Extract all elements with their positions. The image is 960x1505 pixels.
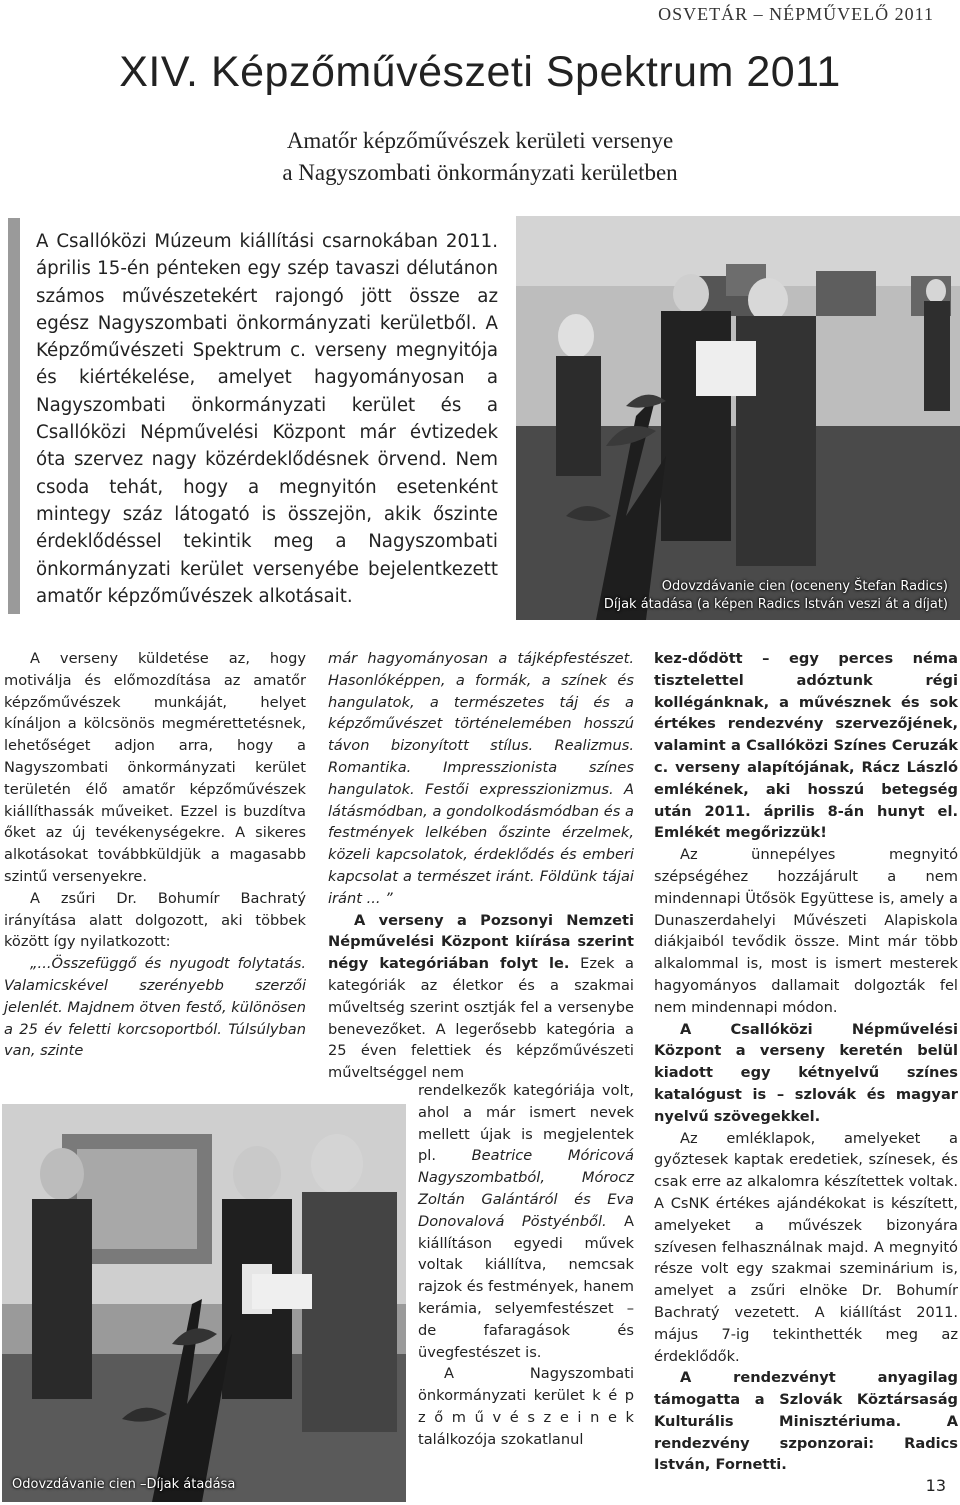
col2-cont-text: rendelkezők kategóriája volt, ahol a már ismert nevek mellett újak is megjelentek pl.: [418, 1082, 634, 1165]
photo1-caption-slovak: Odovzdávanie cien (oceneny Štefan Radics): [661, 579, 948, 594]
photo1-caption-hungarian: Díjak átadása (a képen Radics István veszi át a díjat): [603, 597, 948, 612]
photo-diploma-handover: [2, 1104, 406, 1502]
column-2: [328, 648, 634, 1084]
col3-paragraph-1: kez-dődött – egy perces néma tisztelettel adóztunk régi kollégánknak, a művésznek és sok értékes rendezvény szervezőjének, valamint a Csallóközi Színes Ceruzák c. verseny alapítójának, Rácz László emlékének, aki hosszú betegség után 2011. április 8-án hunyt el. Emlékét megőrizzük!: [654, 650, 958, 842]
col2-paragraph-3: [418, 1363, 634, 1450]
page-number: 13: [925, 1476, 946, 1495]
col3-paragraph-4: Az emléklapok, amelyeket a győztesek kaptak eredetiek, színesek, és csak erre az alkalomra készítettek voltak. A CsNK értékes ajándékokat is készített, amelyeket a művészek bizonyára szívesen felhasználnak majd. A megnyitó része volt egy szakmai szeminárium is, amelyet a zsűri elnöke Dr. Bohumír Bachratý vezetett. A kiállítást 2011. május 7-ig tekinthették meg az érdeklődők.: [654, 1129, 958, 1365]
col3-paragraph-5: A rendezvényt anyagilag támogatta a Szlovák Köztársaság Kulturális Minisztériuma. A rendezvény szponzorai: Radics István, Fornetti.: [654, 1369, 958, 1474]
col2-paragraph-2: [328, 910, 634, 1084]
photo-award-ceremony-image: [516, 216, 960, 620]
col2-quote-continued: már hagyományosan a tájképfestészet. Hasonlóképpen, a formák, a színek és hangulatok, a természetes táj és a képzőművészet történelemében hosszú távon bizonyított stílus. Realizmus. Romantika. Impresszionista színes hangulatok. Festői expresszionizmus. A látásmódban, a gondolkodásmódban és a festmények lelkében őszinte érzelmek, közeli kapcsolatok, érdeklődés és emberi kapcsolat a természet iránt. Földünk tájai iránt ... ”: [328, 650, 634, 907]
intro-side-bar: [8, 218, 20, 614]
column-1: [4, 648, 306, 1062]
col2-p3-part-a: A Nagyszombati önkormányzati kerület: [418, 1365, 634, 1405]
col2-bold-lead: A verseny a Pozsonyi Nemzeti Népművelési Központ kiírása szerint négy kategóriában folyt le.: [328, 911, 634, 973]
col2-p3-part-c: találkozója szokatlanul: [418, 1430, 584, 1448]
col1-quote: „...Összefüggő és nyugodt folytatás. Valamicskével szerényebb szerzői jelenlét. Majdnem ötven festő, különösen a 25 év feletti korcsoportból. Túlsúlyban van, szinte: [4, 955, 306, 1060]
running-header: OSVETÁR – NÉPMŰVELŐ 2011: [658, 4, 934, 24]
col2-paragraph-2-text: Ezek a kategóriák az életkor és a szakmai műveltség szerint osztják fel a versenybe benevezőket. A legerősebb kategória a 25 éven felettiek és képzőművészeti műveltséggel nem: [328, 955, 635, 1082]
photo2-caption: Odovzdávanie cien –Díjak átadása: [12, 1477, 236, 1492]
column-2-narrow: [418, 1080, 634, 1451]
article-title: XIV. Képzőművészeti Spektrum 2011: [119, 48, 841, 96]
col2-artist-names: Beatrice Móricová Nagyszombatból, Mórocz Zoltán Galántáról és Eva Donovalová Pöstyénből.: [418, 1147, 634, 1230]
col1-paragraph-2: A zsűri Dr. Bohumír Bachratý irányítása alatt dolgozott, aki többek között így nyilatkozott:: [4, 889, 306, 951]
column-3: [654, 648, 958, 1476]
photo-diploma-handover-image: [2, 1104, 406, 1502]
col1-paragraph-1: A verseny küldetése az, hogy motiválja és előmozdítása az amatőr képzőművészek munkáját, helyet kínáljon a kölcsönös megmérettetésnek, lehetőséget adjon arra, hogy a Nagyszombati önkormányzati kerület területén élő amatőr képzőművészek kiállíthassák műveiket. Ezzel is buzdítva őket az új tevékenységekre. A sikeres alkotásokat továbbküldjük a magasabb szintű versenyekre.: [4, 650, 306, 885]
subtitle-line-2: a Nagyszombati önkormányzati kerületben: [282, 160, 678, 185]
col2-cont-end: A kiállításon egyedi művek voltak kiállítva, nemcsak rajzok és festmények, hanem kerámia, selyemfestészet – de fafaragások és üvegfestészet is.: [418, 1212, 634, 1361]
article-subtitle: [0, 125, 960, 189]
col3-paragraph-2: Az ünnepélyes megnyitó szépségéhez hozzájárult a nem mindennapi Ütősök Együttese is, amely a Dunaszerdahelyi Művészeti Alapiskola diákjaiból tevődik össze. Mint már több alkalommal is, most is ismert mesterek hagyományos dallamait dolgozták fel nem mindennapi módon.: [654, 846, 958, 1016]
subtitle-line-1: Amatőr képzőművészek kerületi versenye: [286, 128, 674, 153]
col3-paragraph-3: A Csallóközi Népművelési Központ a verseny keretén belül kiadott egy kétnyelvű színes katalógust is – szlovák és magyar nyelvű szövegekkel.: [654, 1020, 958, 1125]
col2-paragraph-2-cont: [418, 1080, 634, 1363]
intro-paragraph: A Csallóközi Múzeum kiállítási csarnokában 2011. április 15-én pénteken egy szép tavaszi délutánon számos művészetekért rajongó jött össze az egész Nagyszombati önkormányzati kerületből. A Képzőművészeti Spektrum c. verseny megnyitója és kiértékelése, amelyet hagyományosan a Nagyszombati önkormányzati kerület és a Csallóközi Népművelési Központ már évtizedek óta szervez nagy közérdeklődésnek örvend. Nem csoda tehát, hogy a megnyitón esetenként mintegy száz látogató is összejön, akik őszinte érdeklődéssel tekintik meg a Nagyszombati önkormányzati kerület versenyébe bejelentkezett amatőr képzőművészek alkotásait.: [36, 231, 498, 607]
photo-award-ceremony: [516, 216, 960, 620]
col2-p3-part-b: k é p z ő m ű v é s z e i n e k: [418, 1387, 634, 1426]
